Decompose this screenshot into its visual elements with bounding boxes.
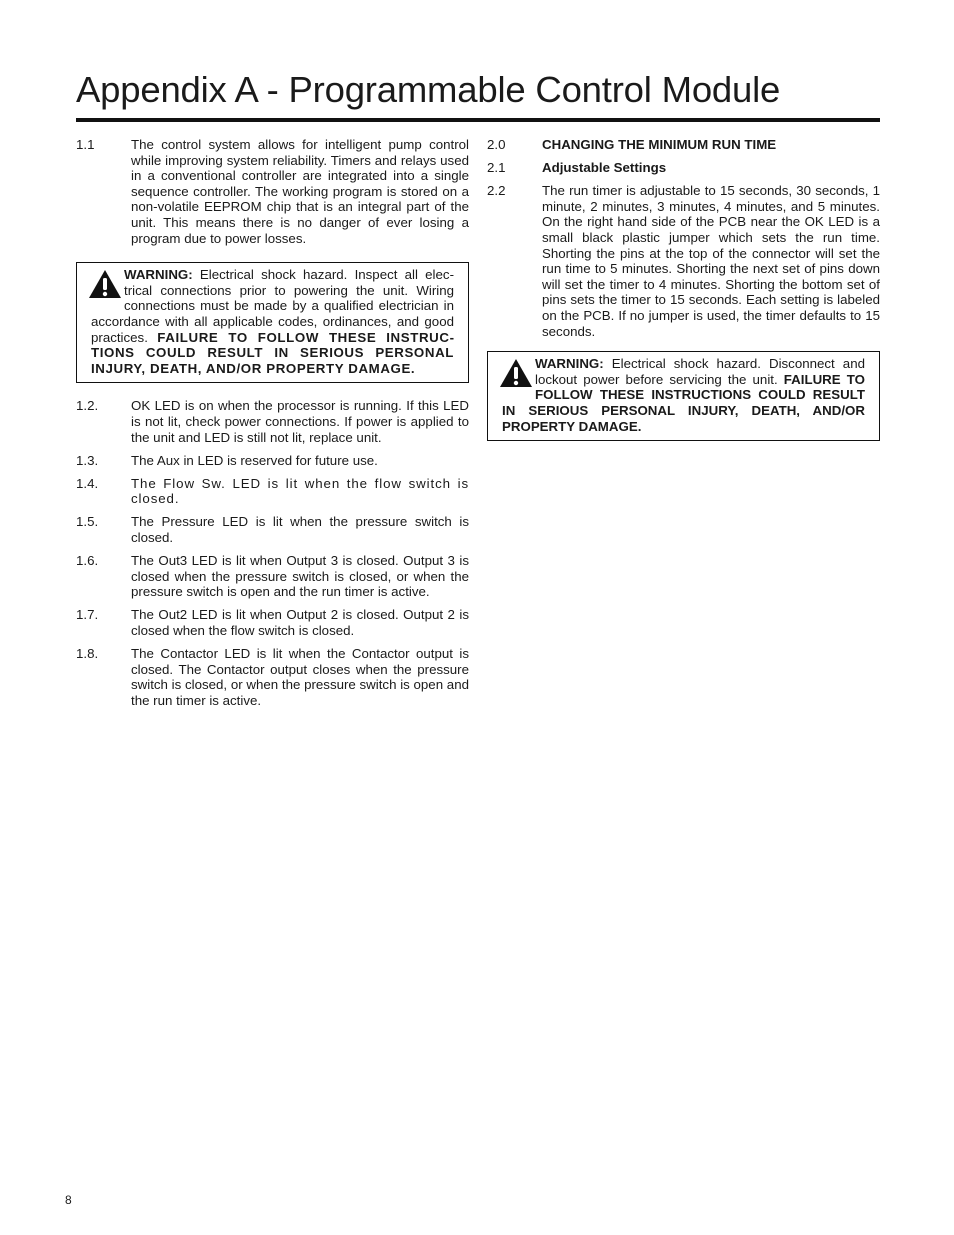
list-item [76, 607, 469, 638]
subsection-number: 2.1 [487, 160, 506, 176]
warning-label: WARNING: [124, 267, 193, 283]
item-text: The control system allows for intelligent pump control while improving system reliability. Timers and relays used in a conventional controller are integrated into a single sequence controller. The working program is stored on a non-volatile EEPROM chip that is an integral part of the unit. This means there is no danger of ever losing a program due to power losses. [131, 137, 469, 246]
item-number: 2.2 [487, 183, 506, 199]
warning-bold-text: FAILURE TO FOLLOW THESE INSTRUCTIONS COULD RESULT IN SERIOUS PERSONAL INJURY, DEATH, AND/OR PROPERTY DAMAGE. [502, 371, 865, 434]
section-heading [487, 137, 880, 153]
list-item [76, 476, 469, 507]
item-number: 1.2. [76, 398, 99, 414]
warning-triangle-icon [499, 358, 533, 388]
item-number: 1.5. [76, 514, 99, 530]
right-column [487, 137, 880, 456]
page-number: 8 [65, 1193, 72, 1207]
item-number: 1.1 [76, 137, 95, 152]
item-number: 1.3. [76, 452, 99, 468]
title-rule [76, 118, 880, 122]
warning-text: Electrical shock hazard. Disconnect and lockout power before servicing the unit. [535, 356, 865, 387]
warning-text: Electrical shock hazard. Inspect all electrical connections prior to powering the unit. Wiring connections must be made by a qualified electrician in accordance with all applicable codes, ordinances, and good practices. [91, 267, 454, 345]
item-number: 1.8. [76, 646, 99, 662]
item-text: The Out2 LED is lit when Output 2 is closed. Output 2 is closed when the flow switch is closed. [131, 607, 469, 638]
item-text: The run timer is adjustable to 15 seconds, 30 seconds, 1 minute, 2 minutes, 3 minutes, 4 minutes, and 5 minutes. On the right hand side of the PCB near the OK LED is a small black plastic jumper which sets the run time. Shorting the pins at the top of the connector will set the run time to 5 minutes. Shorting the next set of pins down will set the timer to 4 minutes. Shorting the bottom set of pins sets the timer to 15 seconds. Each setting is labeled on the PCB. If no jumper is used, the timer defaults to 15 seconds. [542, 183, 880, 339]
list-item [76, 514, 469, 545]
page-title: Appendix A - Programmable Control Module [76, 69, 781, 110]
list-item [76, 137, 469, 246]
warning-box [487, 351, 880, 441]
warning-label: WARNING: [535, 356, 604, 372]
list-item [76, 398, 469, 445]
warning-bold-text: FAILURE TO FOLLOW THESE INSTRUCTIONS COULD RESULT IN SERIOUS PERSONAL INJURY, DEATH, AND/OR PROPERTY DAMAGE. [91, 329, 454, 376]
section-title: CHANGING THE MINIMUM RUN TIME [542, 137, 777, 152]
item-text: The Out3 LED is lit when Output 3 is closed. Output 3 is closed when the pressure switch is closed, or when the pressure switch is open and the run timer is active. [131, 553, 469, 600]
item-text: OK LED is on when the processor is running. If this LED is not lit, check power connections. If power is applied to the unit and LED is still not lit, replace unit. [131, 398, 469, 445]
item-number: 1.4. [76, 475, 99, 491]
list-item [76, 646, 469, 708]
subsection-title: Adjustable Settings [542, 160, 667, 176]
section-number: 2.0 [487, 137, 506, 152]
left-column [76, 137, 469, 716]
item-text: The Aux in LED is reserved for future use. [131, 452, 378, 468]
list-item [487, 183, 880, 339]
item-number: 1.7. [76, 607, 99, 623]
item-text: The Contactor LED is lit when the Contactor output is closed. The Contactor output closes when the pressure switch is closed, or when the pressure switch is open and the run timer is active. [131, 646, 469, 708]
list-item [76, 553, 469, 600]
item-text: The Flow Sw. LED is lit when the flow switch is closed. [131, 475, 469, 507]
warning-triangle-icon [88, 269, 122, 299]
item-text: The Pressure LED is lit when the pressure switch is closed. [131, 514, 469, 545]
item-number: 1.6. [76, 553, 99, 569]
subsection-heading [487, 160, 880, 176]
list-item [76, 453, 469, 469]
warning-box [76, 262, 469, 383]
